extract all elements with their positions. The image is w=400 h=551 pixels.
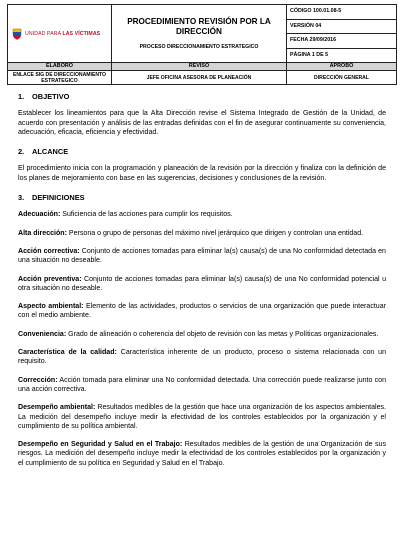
section-title: ALCANCE — [32, 147, 69, 157]
definition-item — [18, 440, 386, 468]
definition-term: Acción preventiva: — [18, 275, 82, 283]
definition-item — [18, 330, 386, 339]
definition-text: Grado de alineación o coherencia del objeto de revisión con las metas y Políticas organizacionales. — [66, 330, 379, 338]
definition-item — [18, 348, 386, 367]
section-title: DEFINICIONES — [32, 193, 85, 203]
logo-cell — [8, 5, 112, 63]
section-number: 1. — [18, 92, 25, 101]
section-heading — [18, 193, 386, 202]
section-heading — [18, 147, 386, 156]
definition-text: Elemento de las actividades, productos o servicios de una organización que puede interactuar con el medio ambiente. — [18, 303, 386, 320]
definition-text: Resultados medibles de la gestión que hace una organización de los aspectos ambientales. La medición del desempeño incluye medir la efectividad de los controles establecidos por la organización y el cumplimiento de su política ambiental. — [18, 404, 386, 430]
definition-item — [18, 210, 386, 219]
definition-text: Suficiencia de las acciones para cumplir los requisitos. — [60, 211, 233, 219]
definition-item — [18, 229, 386, 238]
document-version: VERSIÓN 04 — [287, 19, 396, 34]
definition-term: Alta dirección: — [18, 229, 67, 237]
aprobo-value: DIRECCIÓN GENERAL — [287, 71, 397, 85]
elaboro-value: ENLACE SIG DE DIRECCIONAMIENTO ESTRATEGICO — [8, 71, 112, 85]
document-code: CÓDIGO 100.01.08-5 — [290, 8, 342, 14]
definition-item — [18, 275, 386, 294]
meta-cell — [287, 5, 397, 63]
section-text: Establecer los lineamientos para que la Alta Dirección revise el Sistema Integrado de Gestión de la Unidad, de acuerdo con presentación y análisis de las entradas definidas con el fin de asegurar continuamente su conveniencia, adecuación, eficacia, eficiencia y efectividad. — [18, 110, 386, 136]
page-number: PÁGINA 1 DE 5 — [287, 48, 396, 63]
section-heading — [18, 92, 386, 101]
title-cell — [112, 5, 287, 63]
logo-text-prefix: UNIDAD PARA — [25, 30, 63, 37]
reviso-header: REVISÓ — [112, 63, 287, 71]
definition-term: Característica de la calidad: — [18, 349, 117, 357]
definition-term: Desempeño ambiental: — [18, 404, 96, 412]
definition-term: Acción correctiva: — [18, 247, 80, 255]
signature-header-row — [8, 63, 397, 71]
definition-text: Resultados medibles de la gestión de una Organización de sus riesgos. La medición del desempeño incluye medir la efectividad de los controles establecidos por la organización y el cumplimiento de su política en Seguridad y Salud en el Trabajo. — [18, 441, 386, 467]
definition-term: Conveniencia: — [18, 330, 67, 338]
definition-item — [18, 403, 386, 431]
coat-of-arms-icon — [12, 28, 22, 40]
definition-term: Corrección: — [18, 376, 58, 384]
document-title: PROCEDIMIENTO REVISIÓN POR LA DIRECCIÓN — [127, 17, 271, 36]
definition-item — [18, 247, 386, 266]
definition-text: Característica inherente de un producto, proceso o sistema relacionada con un requisito. — [18, 349, 386, 366]
elaboro-header: ELABORÓ — [8, 63, 112, 71]
logo-text-bold: LAS VÍCTIMAS — [62, 30, 101, 37]
document-header — [7, 4, 397, 85]
section-number: 3. — [18, 193, 25, 203]
definition-text: Conjunto de acciones tomadas para eliminar la(s) causa(s) de una No conformidad detectada en una situación no deseable. — [18, 247, 386, 265]
reviso-value: JEFE OFICINA ASESORA DE PLANEACIÓN — [112, 71, 287, 85]
definition-item — [18, 376, 386, 395]
definition-term: Desempeño en Seguridad y Salud en el Trabajo: — [18, 441, 183, 449]
definition-text: Conjunto de acciones tomadas para eliminar la(s) causa(s) de una No conformidad potencial u otra situación no deseable. — [18, 275, 386, 292]
process-name: PROCESO DIRECCIONAMIENTO ESTRATEGICO — [139, 44, 259, 50]
section-title: OBJETIVO — [32, 92, 70, 101]
aprobo-header: APROBÓ — [287, 63, 397, 71]
signature-value-row — [8, 71, 397, 85]
unidad-victimas-logo — [8, 28, 111, 40]
definition-text: Persona o grupo de personas del máximo nivel jerárquico que dirigen y controlan una entidad. — [66, 229, 364, 237]
section-number: 2. — [18, 147, 25, 157]
section-text: El procedimiento inicia con la programación y planeación de la revisión por la dirección y finaliza con la definición de los planes de mejoramiento con base en las sugerencias, decisiones y conclusiones de la revisión. — [18, 165, 386, 182]
document-body — [18, 92, 386, 477]
definition-item — [18, 302, 386, 321]
document-date: FECHA 29/09/2016 — [287, 33, 396, 48]
definition-term: Adecuación: — [18, 211, 61, 219]
definition-term: Aspecto ambiental: — [18, 303, 84, 311]
definition-text: Acción tomada para eliminar una No conformidad detectada. Una corrección puede realizarse junto con una acción correctiva. — [18, 376, 386, 393]
